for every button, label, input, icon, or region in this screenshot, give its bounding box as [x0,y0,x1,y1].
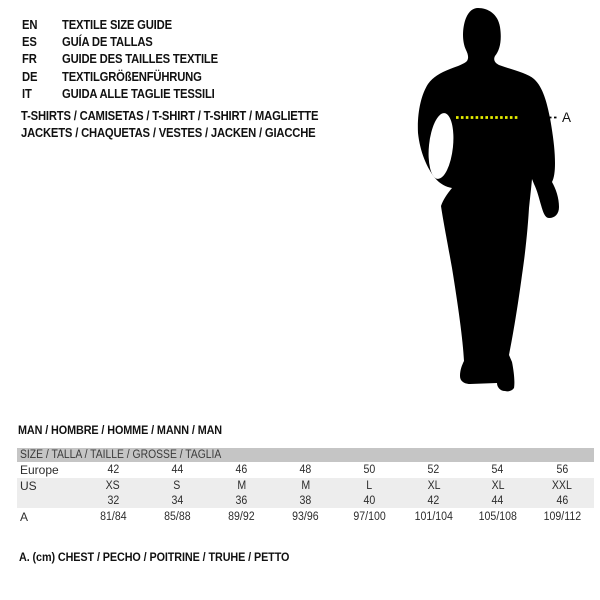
size-value: 89/92 [228,511,255,523]
size-value: M [236,479,246,492]
size-value: 50 [363,464,376,476]
size-value: XL [427,479,441,492]
language-title: GUIDA ALLE TAGLIE TESSILI [62,87,215,102]
language-row-fr [22,51,235,68]
size-table-header: SIZE / TALLA / TAILLE / GRÖSSE / TAGLIA [20,449,222,461]
language-code: FR [22,52,37,67]
size-value: 52 [427,464,440,476]
size-value: S [173,479,181,492]
language-code: ES [22,35,37,50]
size-value: L [366,479,373,492]
size-value: XL [491,479,505,492]
language-title: GUIDE DES TAILLES TEXTILE [62,52,218,67]
category-line-tshirts: T-SHIRTS / CAMISETAS / T-SHIRT / T-SHIRT / MAGLIETTE [21,108,319,123]
size-value: 56 [556,464,568,476]
size-value: M [301,479,310,492]
language-code: DE [22,69,38,84]
table-row-us [17,478,594,493]
category-lines [21,107,351,142]
size-value: 93/96 [292,511,319,523]
size-value: 34 [171,494,184,507]
size-value: 54 [491,464,504,476]
size-value: 46 [235,464,248,476]
size-value: 97/100 [353,511,386,523]
size-value: 40 [363,494,376,507]
arm-torso-gap [426,112,457,180]
size-value: 85/88 [164,511,191,523]
language-title: TEXTILGRÖßENFÜHRUNG [62,69,202,84]
size-value: 81/84 [99,511,127,523]
size-value: 42 [427,494,440,507]
size-value: 101/104 [414,511,453,523]
language-row-es [22,33,235,50]
size-table-header-row [17,448,594,462]
language-code: IT [22,87,32,102]
language-row-en [22,16,235,33]
table-row-europe [17,462,594,478]
section-label-man: MAN / HOMBRE / HOMME / MANN / MAN [18,423,223,437]
size-value: 109/112 [543,511,581,523]
measurement-footnote: A. (cm) CHEST / PECHO / POITRINE / TRUHE / PETTO [19,550,290,564]
language-title-list [22,16,235,103]
language-title: TEXTILE SIZE GUIDE [62,17,172,32]
language-row-de [22,68,235,85]
size-value: 44 [171,464,184,476]
size-value: XS [106,479,121,492]
size-table [17,448,594,526]
size-value: 36 [235,494,248,507]
size-value: 32 [107,494,120,507]
table-row-chest-cm [17,508,594,526]
size-value: 38 [299,494,312,507]
table-row-numeric [17,493,594,508]
measure-label-a: A [562,110,572,125]
row-label: Europe [20,463,59,477]
size-value: 42 [107,464,120,476]
size-value: 105/108 [478,511,517,523]
category-line-jackets: JACKETS / CHAQUETAS / VESTES / JACKEN / GIACCHE [21,126,316,141]
language-code: EN [22,17,38,32]
row-label: US [20,478,37,493]
size-value: 46 [556,494,568,507]
size-value: 48 [299,464,312,476]
row-label: A [20,510,29,524]
language-title: GUÍA DE TALLAS [62,35,153,50]
man-silhouette [418,8,559,391]
size-value: 44 [491,494,504,507]
size-value: XXL [551,479,572,492]
language-row-it [22,86,235,103]
